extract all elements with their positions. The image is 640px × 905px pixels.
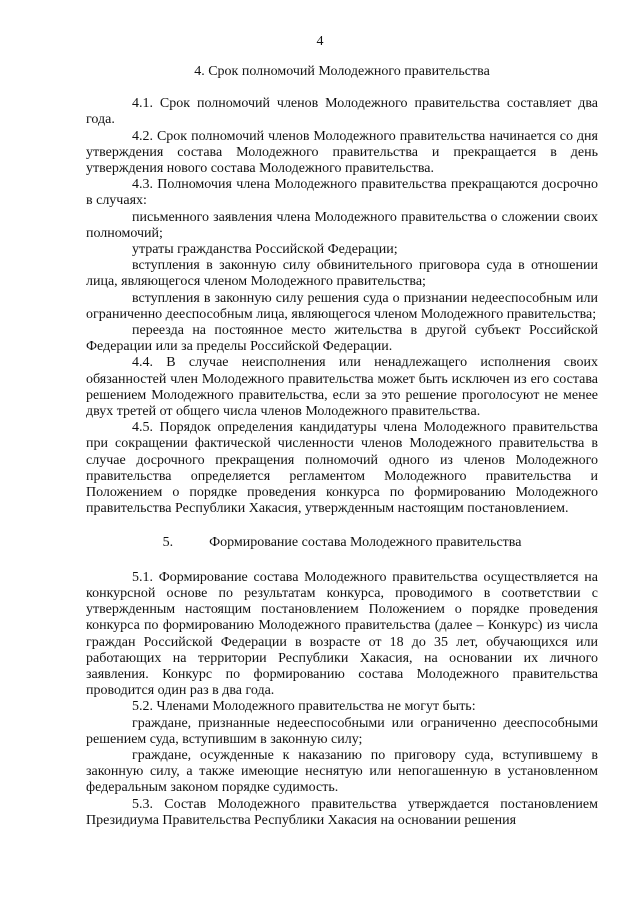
- page-number: 4: [316, 34, 324, 49]
- paragraph-4-2: 4.2. Срок полномочий членов Молодежного правительства начинается со дня утверждения состава Молодежного правительства и прекращается в день утверждения нового состава Молодежного правительства.: [86, 128, 598, 177]
- paragraph-4-3: 4.3. Полномочия члена Молодежного правительства прекращаются досрочно в случаях:: [86, 177, 598, 209]
- list-item-citizenship: утраты гражданства Российской Федерации;: [132, 242, 398, 258]
- document-body: [86, 64, 598, 829]
- paragraph-5-1: 5.1. Формирование состава Молодежного правительства осуществляется на конкурсной основе по результатам конкурса, проводимого в соответствии с утвержденным настоящим постановлением Положением о порядке проведения конкурса по формированию Молодежного правительства (далее – Конкурс) из числа граждан Российской Федерации в возрасте от 18 до 35 лет, обучающихся или работающих на территории Республики Хакасия, на основании их личного заявления. Конкурс по формированию состава Молодежного правительства проводится один раз в два года.: [86, 569, 598, 699]
- section-5-title: Формирование состава Молодежного правительства: [209, 535, 522, 551]
- list-item-incapacity: вступления в законную силу решения суда о признании недееспособным или ограниченно дееспособным лица, являющегося членом Молодежного правительства;: [86, 290, 598, 322]
- section-4-heading: 4. Срок полномочий Молодежного правительства: [194, 64, 490, 79]
- paragraph-5-2: 5.2. Членами Молодежного правительства не могут быть:: [132, 699, 476, 715]
- paragraph-4-1: 4.1. Срок полномочий членов Молодежного правительства составляет два года.: [86, 96, 598, 128]
- list-item-resignation: письменного заявления члена Молодежного правительства о сложении своих полномочий;: [86, 209, 598, 241]
- section-5-number: 5.: [162, 535, 174, 551]
- paragraph-5-3: 5.3. Состав Молодежного правительства утверждается постановлением Президиума Правительства Республики Хакасия на основании решения: [86, 796, 598, 828]
- paragraph-4-4: 4.4. В случае неисполнения или ненадлежащего исполнения своих обязанностей член Молодежного правительства может быть исключен из его состава решением Молодежного правительства, если за это решение проголосуют не менее двух третей от общего числа членов Молодежного правительства.: [86, 355, 598, 420]
- list-item-incapacitated-citizens: граждане, признанные недееспособными или ограниченно дееспособными решением суда, вступившим в законную силу;: [86, 715, 598, 747]
- section-5-heading: [86, 535, 598, 551]
- paragraph-4-5: 4.5. Порядок определения кандидатуры члена Молодежного правительства при сокращении фактической численности членов Молодежного правительства в случае досрочного прекращения полномочий одного из членов Молодежного правительства определяется регламентом Молодежного правительства и Положением о порядке проведения конкурса по формированию Молодежного правительства Республики Хакасия, утвержденным настоящим постановлением.: [86, 420, 598, 517]
- list-item-relocation: переезда на постоянное место жительства в другой субъект Российской Федерации или за пределы Российской Федерации.: [86, 323, 598, 355]
- list-item-convicted-citizens: граждане, осужденные к наказанию по приговору суда, вступившему в законную силу, а также имеющие неснятую или непогашенную в установленном федеральным законом порядке судимость.: [86, 747, 598, 796]
- list-item-conviction: вступления в законную силу обвинительного приговора суда в отношении лица, являющегося членом Молодежного правительства;: [86, 258, 598, 290]
